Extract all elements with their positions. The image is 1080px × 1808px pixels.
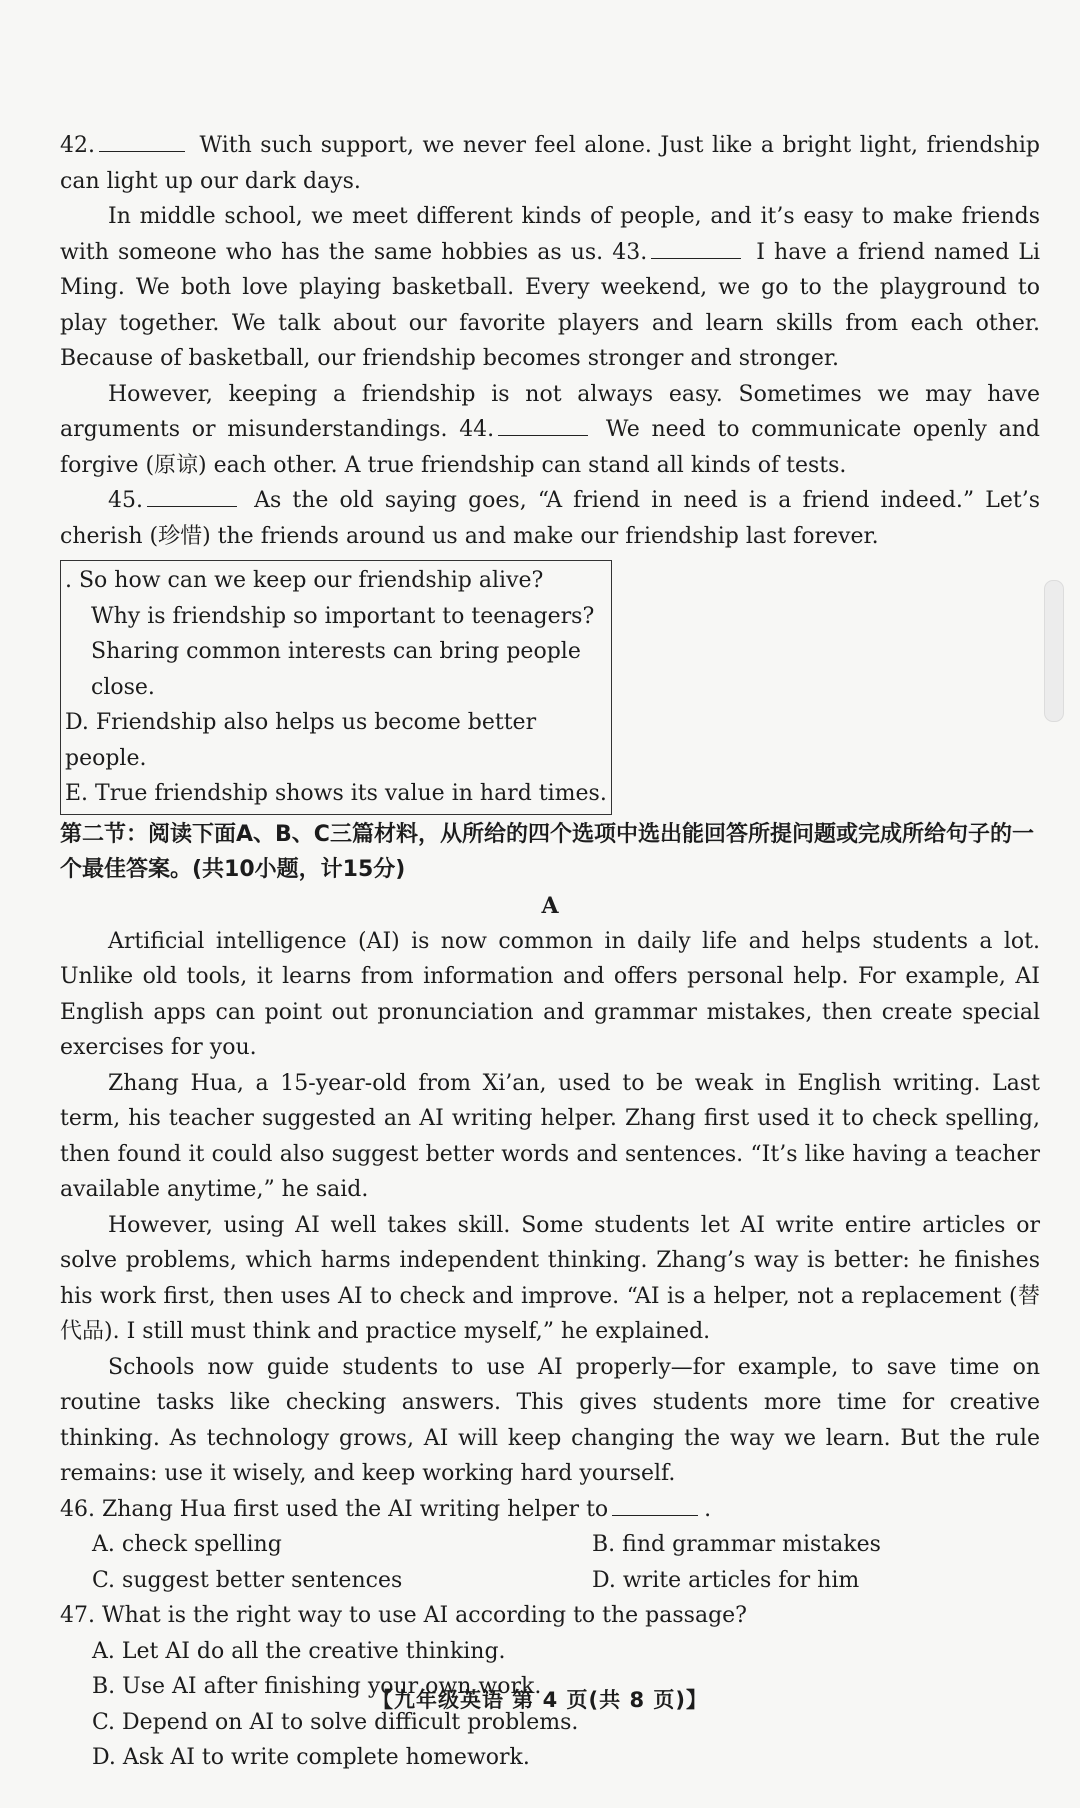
paragraph-45 bbox=[60, 483, 1040, 554]
q47-choice-c[interactable]: C. Depend on AI to solve difficult problems. bbox=[92, 1709, 579, 1735]
q44-number: 44. bbox=[459, 417, 495, 442]
para44-before: However, keeping a friendship is not always easy. Sometimes we may have arguments or misunderstandings. bbox=[60, 381, 1040, 442]
section-2-heading: 第二节：阅读下面A、B、C三篇材料，从所给的四个选项中选出能回答所提问题或完成所给句子的一个最佳答案。(共10小题，计15分) bbox=[60, 821, 1034, 882]
option-a: . So how can we keep our friendship alive? bbox=[65, 568, 544, 593]
passage-paragraph-4: Schools now guide students to use AI properly—for example, to save time on routine tasks like checking answers. This gives students more time for creative thinking. As technology grows, AI will keep changing the way we learn. But the rule remains: use it wisely, and keep working hard yourself. bbox=[60, 1354, 1040, 1486]
page-footer: 【九年级英语 第 4 页(共 8 页)】 bbox=[372, 1688, 708, 1712]
q42-text: With such support, we never feel alone. Just like a bright light, friendship can light up our dark days. bbox=[60, 133, 1040, 194]
blank-45 bbox=[147, 486, 237, 507]
q42-number: 42. bbox=[60, 133, 95, 158]
scroll-handle[interactable] bbox=[1044, 580, 1064, 722]
q46-choice-d[interactable]: D. write articles for him bbox=[592, 1567, 860, 1593]
q46-stem: 46. Zhang Hua first used the AI writing helper to bbox=[60, 1496, 609, 1522]
passage-paragraph-1: Artificial intelligence (AI) is now common in daily life and helps students a lot. Unlike old tools, it learns from information and offers personal help. For example, AI English apps can point out pronunciation and grammar mistakes, then create special exercises for you. bbox=[60, 928, 1040, 1060]
paragraph-44 bbox=[60, 377, 1040, 484]
para43-before: In middle school, we meet different kinds of people, and it’s easy to make friends with someone who has the same hobbies as us. bbox=[60, 204, 1040, 265]
q47-choice-d[interactable]: D. Ask AI to write complete homework. bbox=[92, 1745, 530, 1770]
passage-letter: A bbox=[541, 892, 559, 919]
q46-choice-c[interactable]: C. suggest better sentences bbox=[92, 1567, 403, 1593]
q46-stem-end: . bbox=[704, 1496, 712, 1522]
blank-44 bbox=[498, 415, 588, 436]
option-e: E. True friendship shows its value in hard times. bbox=[65, 781, 607, 806]
q46-choice-a[interactable]: A. check spelling bbox=[92, 1532, 282, 1557]
option-c: Sharing common interests can bring people close. bbox=[91, 639, 581, 700]
q46-choice-b[interactable]: B. find grammar mistakes bbox=[592, 1532, 881, 1557]
option-b: Why is friendship so important to teenagers? bbox=[91, 603, 595, 629]
para44-after: We need to communicate openly and forgive (原谅) each other. A true friendship can stand all kinds of tests. bbox=[60, 417, 1040, 478]
q45-number: 45. bbox=[108, 488, 143, 513]
q42-line bbox=[60, 128, 1040, 199]
question-47: 47. What is the right way to use AI according to the passage? bbox=[60, 1603, 747, 1628]
options-box bbox=[60, 560, 612, 815]
para43-after: I have a friend named Li Ming. We both love playing basketball. Every weekend, we go to the playground to play together. We talk about our favorite players and learn skills from each other. Because of basketball, our friendship becomes stronger and stronger. bbox=[60, 239, 1040, 371]
blank-46 bbox=[612, 1495, 698, 1516]
option-d: D. Friendship also helps us become better people. bbox=[65, 710, 537, 771]
blank-43 bbox=[651, 238, 741, 259]
q46-choices bbox=[60, 1527, 1040, 1598]
q47-choice-b[interactable]: B. Use AI after finishing your own work. bbox=[92, 1674, 542, 1699]
q43-number: 43. bbox=[612, 239, 648, 265]
q47-choice-a[interactable]: A. Let AI do all the creative thinking. bbox=[92, 1638, 506, 1664]
blank-42 bbox=[99, 131, 185, 152]
question-46 bbox=[60, 1492, 1040, 1528]
paragraph-43 bbox=[60, 199, 1040, 377]
passage-paragraph-2: Zhang Hua, a 15-year-old from Xi’an, used to be weak in English writing. Last term, his teacher suggested an AI writing helper. Zhang first used it to check spelling, then found it could also suggest better words and sentences. “It’s like having a teacher available anytime,” he said. bbox=[60, 1070, 1040, 1202]
passage-paragraph-3: However, using AI well takes skill. Some students let AI write entire articles or solve problems, which harms independent thinking. Zhang’s way is better: he finishes his work first, then uses AI to check and improve. “AI is a helper, not a replacement (替代品). I still must think and practice myself,” he explained. bbox=[60, 1212, 1040, 1344]
page-content bbox=[60, 128, 1040, 1776]
para45-after: As the old saying goes, “A friend in need is a friend indeed.” Let’s cherish (珍惜) the friends around us and make our friendship last forever. bbox=[60, 488, 1040, 549]
